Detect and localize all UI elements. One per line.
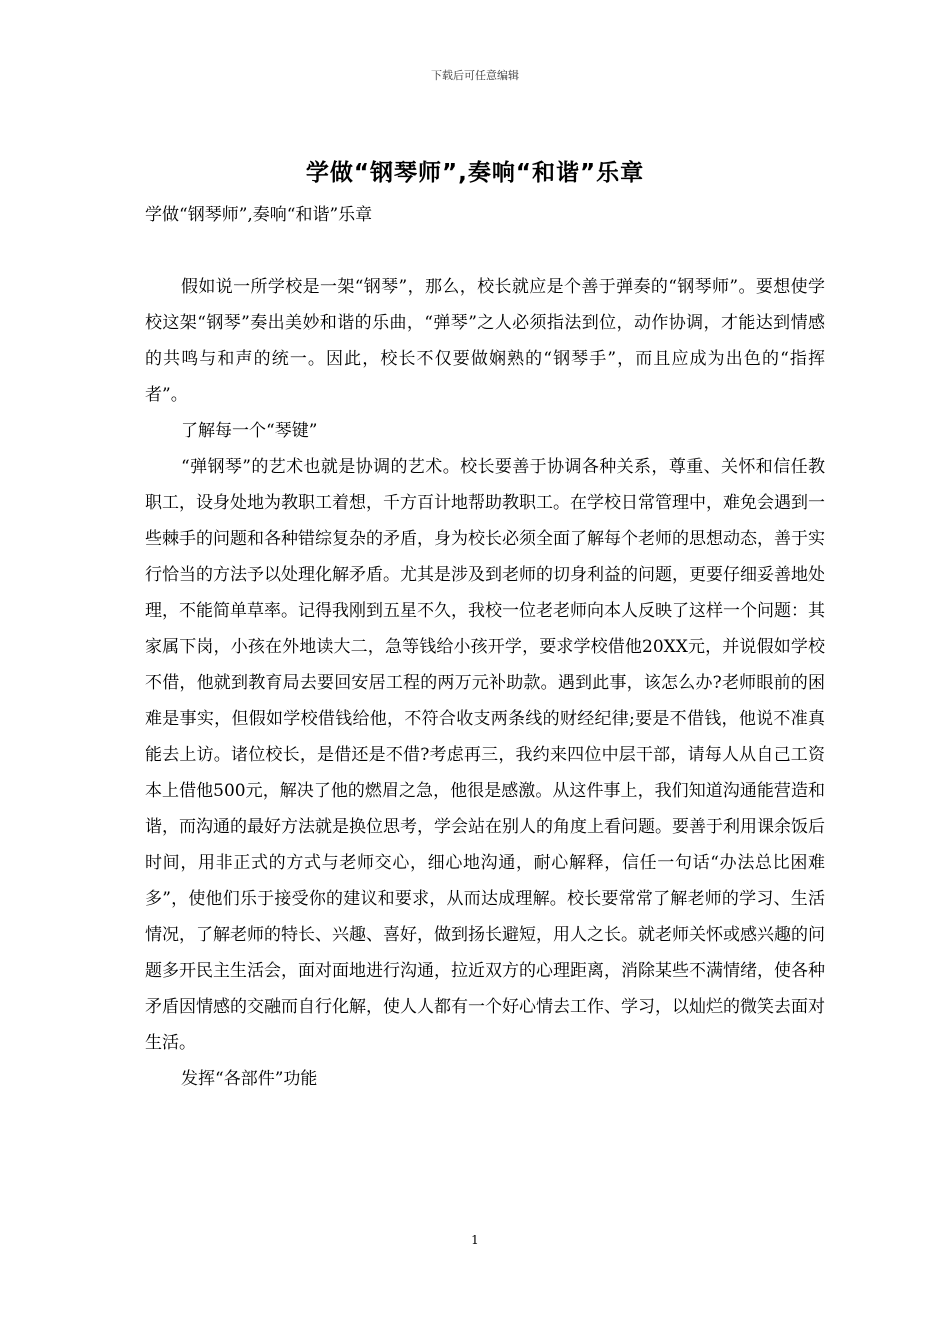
document-title: 学做“钢琴师”,奏响“和谐”乐章 (305, 160, 645, 186)
document-subtitle: 学做“钢琴师”,奏响“和谐”乐章 (145, 205, 373, 225)
document-body (145, 197, 825, 1097)
header-note: 下载后可任意编辑 (431, 69, 519, 82)
paragraph-coordination: “弹钢琴”的艺术也就是协调的艺术。校长要善于协调各种关系，尊重、关怀和信任教职工，设身处地为教职工着想，千方百计地帮助教职工。在学校日常管理中，难免会遇到一些棘手的问题和各种错综复杂的矛盾，身为校长必须全面了解每个老师的思想动态，善于实行恰当的方法予以处理化解矛盾。尤其是涉及到老师的切身利益的问题，更要仔细妥善地处理，不能简单草率。记得我刚到五星不久，我校一位老老师向本人反映了这样一个问题：其家属下岗，小孩在外地读大二，急等钱给小孩开学，要求学校借他20XX元，并说假如学校不借，他就到教育局去要回安居工程的两万元补助款。遇到此事，该怎么办?老师眼前的困难是事实，但假如学校借钱给他，不符合收支两条线的财经纪律;要是不借钱，他说不准真能去上访。诸位校长，是借还是不借?考虑再三，我约来四位中层干部，请每人从自己工资本上借他500元，解决了他的燃眉之急，他很是感激。从这件事上，我们知道沟通能营造和谐，而沟通的最好方法就是换位思考，学会站在别人的角度上看问题。要善于利用课余饭后时间，用非正式的方式与老师交心，细心地沟通，耐心解释，信任一句话“办法总比困难多”，使他们乐于接受你的建议和要求，从而达成理解。校长要常常了解老师的学习、生活情况，了解老师的特长、兴趣、喜好，做到扬长避短，用人之长。就老师关怀或感兴趣的问题多开民主生活会，面对面地进行沟通，拉近双方的心理距离，消除某些不满情绪，使各种矛盾因情感的交融而自行化解，使人人都有一个好心情去工作、学习，以灿烂的微笑去面对生活。 (145, 457, 825, 1053)
section-heading-components: 发挥“各部件”功能 (181, 1069, 318, 1089)
paragraph-intro: 假如说一所学校是一架“钢琴”，那么，校长就应是个善于弹奏的“钢琴师”。要想使学校这架“钢琴”奏出美妙和谐的乐曲，“弹琴”之人必须指法到位，动作协调，才能达到情感的共鸣与和声的统一。因此，校长不仅要做娴熟的“钢琴手”，而且应成为出色的“指挥者”。 (145, 277, 825, 405)
section-heading-keys: 了解每一个“琴键” (181, 421, 318, 441)
page-number: 1 (471, 1233, 479, 1247)
